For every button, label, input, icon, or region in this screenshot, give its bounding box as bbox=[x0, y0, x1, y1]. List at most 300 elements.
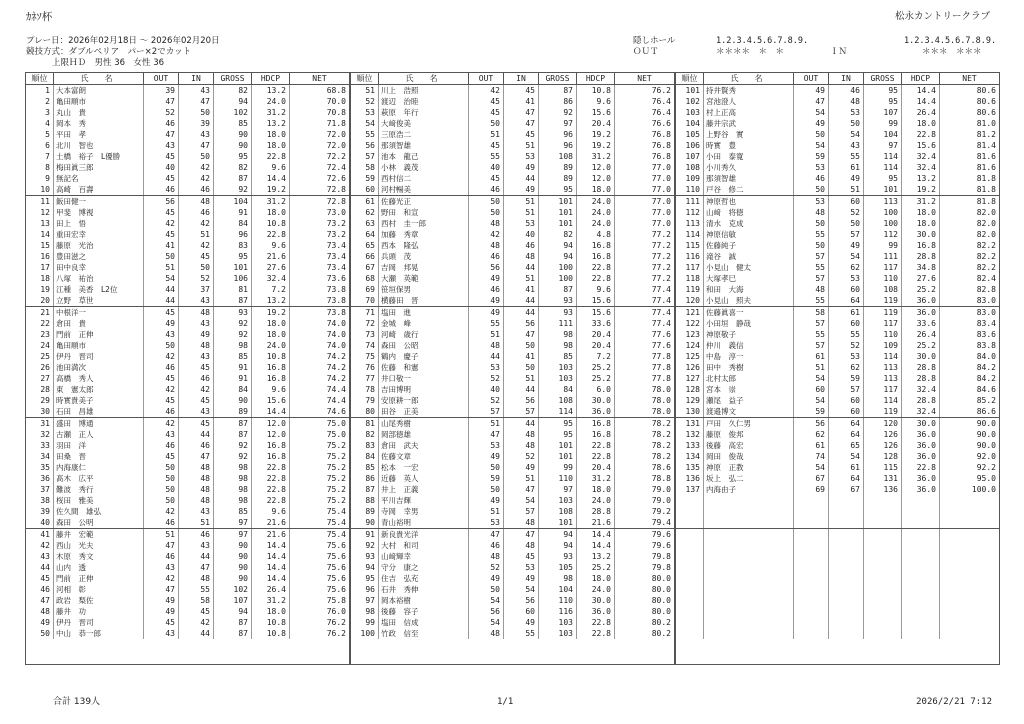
cell-hdcp: 14.4 bbox=[251, 173, 289, 184]
cell-gross: 114 bbox=[538, 406, 576, 417]
cell-hdcp: 20.4 bbox=[576, 462, 614, 473]
cell-rank: 61 bbox=[365, 197, 375, 206]
cell-in: 50 bbox=[828, 218, 863, 229]
cell-in: 44 bbox=[503, 307, 538, 318]
header-hdcp: HDCP bbox=[901, 73, 939, 84]
cell-hdcp: 36.0 bbox=[901, 440, 939, 451]
cell-gross bbox=[863, 529, 901, 540]
cell-out: 44 bbox=[468, 351, 503, 362]
cell-net: 84.2 bbox=[939, 373, 999, 384]
cell-out: 44 bbox=[143, 284, 178, 295]
table-row bbox=[26, 595, 349, 606]
table-row bbox=[676, 606, 999, 617]
cell-out: 50 bbox=[793, 129, 828, 140]
cell-gross: 95 bbox=[863, 173, 901, 184]
cell-rank bbox=[676, 573, 703, 584]
cell-gross: 95 bbox=[863, 96, 901, 107]
cell-in: 44 bbox=[503, 173, 538, 184]
cell-name: 小見山 健太 bbox=[703, 262, 793, 273]
cell-out: 47 bbox=[468, 429, 503, 440]
cell-hdcp: 28.8 bbox=[901, 395, 939, 406]
cell-hdcp: 18.0 bbox=[251, 606, 289, 617]
cell-out: 40 bbox=[468, 384, 503, 395]
cell-hdcp: 13.2 bbox=[251, 118, 289, 129]
cell-net: 77.6 bbox=[614, 329, 674, 340]
cell-out: 50 bbox=[468, 462, 503, 473]
cell-out bbox=[793, 573, 828, 584]
cell-net: 78.2 bbox=[614, 451, 674, 462]
cell-rank: 89 bbox=[365, 507, 375, 516]
cell-gross: 131 bbox=[863, 473, 901, 484]
cell-in: 47 bbox=[178, 96, 213, 107]
cell-rank: 126 bbox=[685, 363, 700, 372]
table-row bbox=[676, 617, 999, 628]
cell-name: 内海康仁 bbox=[53, 462, 143, 473]
cell-in: 62 bbox=[828, 262, 863, 273]
cell-in bbox=[828, 540, 863, 551]
cell-out: 55 bbox=[793, 329, 828, 340]
cell-out: 50 bbox=[143, 340, 178, 351]
cell-gross: 98 bbox=[213, 484, 251, 495]
cell-net: 75.6 bbox=[289, 584, 349, 595]
cell-net: 75.4 bbox=[289, 506, 349, 517]
cell-net: 80.6 bbox=[939, 85, 999, 96]
table-row bbox=[351, 251, 674, 262]
cell-gross: 92 bbox=[213, 318, 251, 329]
cell-rank: 87 bbox=[365, 485, 375, 494]
cell-out: 53 bbox=[468, 362, 503, 373]
cell-name: 川上 浩照 bbox=[378, 85, 468, 96]
cell-rank: 125 bbox=[685, 352, 700, 361]
cell-in: 42 bbox=[178, 162, 213, 173]
cell-rank: 94 bbox=[365, 563, 375, 572]
cell-name: 難波 秀行 bbox=[53, 484, 143, 495]
cell-gross: 91 bbox=[213, 373, 251, 384]
cell-hdcp: 22.8 bbox=[576, 440, 614, 451]
cell-out: 49 bbox=[468, 295, 503, 306]
cell-rank: 130 bbox=[685, 407, 700, 416]
header-hdcp: HDCP bbox=[251, 73, 289, 84]
table-row bbox=[351, 484, 674, 495]
cell-name: 吉田博明 bbox=[378, 384, 468, 395]
cell-gross: 101 bbox=[538, 196, 576, 207]
cell-hdcp: 6.0 bbox=[576, 384, 614, 395]
cell-net: 78.0 bbox=[614, 395, 674, 406]
table-row bbox=[351, 96, 674, 107]
table-row bbox=[26, 229, 349, 240]
cell-in bbox=[828, 595, 863, 606]
cell-net: 83.4 bbox=[939, 318, 999, 329]
cell-gross bbox=[863, 562, 901, 573]
cell-in: 41 bbox=[503, 351, 538, 362]
cell-hdcp: 4.8 bbox=[576, 229, 614, 240]
cell-in: 46 bbox=[178, 184, 213, 195]
cell-name: 新良貴光洋 bbox=[378, 529, 468, 540]
cell-gross: 98 bbox=[538, 329, 576, 340]
cell-gross: 108 bbox=[538, 506, 576, 517]
cell-gross: 112 bbox=[863, 229, 901, 240]
cell-in: 45 bbox=[503, 551, 538, 562]
cell-hdcp: 19.2 bbox=[576, 129, 614, 140]
cell-name: 加藤 秀章 bbox=[378, 229, 468, 240]
cell-net: 73.4 bbox=[289, 240, 349, 251]
cell-gross: 101 bbox=[538, 451, 576, 462]
cell-in bbox=[828, 606, 863, 617]
cell-out: 43 bbox=[143, 562, 178, 573]
cell-in: 61 bbox=[828, 462, 863, 473]
header-in: IN bbox=[828, 73, 863, 84]
cell-net: 86.6 bbox=[939, 406, 999, 417]
cell-name: 時實貴美子 bbox=[53, 395, 143, 406]
cell-hdcp: 22.8 bbox=[251, 151, 289, 162]
cell-out: 49 bbox=[793, 85, 828, 96]
cell-rank bbox=[676, 606, 703, 617]
cell-hdcp: 22.8 bbox=[901, 462, 939, 473]
table-row bbox=[26, 584, 349, 595]
cell-gross: 101 bbox=[863, 184, 901, 195]
cell-in: 48 bbox=[178, 495, 213, 506]
table-row bbox=[676, 273, 999, 284]
cell-gross: 98 bbox=[213, 495, 251, 506]
table-row bbox=[351, 573, 674, 584]
cell-rank: 137 bbox=[685, 485, 700, 494]
cell-hdcp: 22.8 bbox=[901, 129, 939, 140]
cell-out: 42 bbox=[143, 351, 178, 362]
table-row bbox=[351, 595, 674, 606]
cell-in: 43 bbox=[178, 506, 213, 517]
cell-gross: 87 bbox=[538, 85, 576, 96]
cell-name: 寺岡 幸男 bbox=[378, 506, 468, 517]
cell-gross: 109 bbox=[863, 340, 901, 351]
cell-net: 75.6 bbox=[289, 562, 349, 573]
cell-net: 77.2 bbox=[614, 262, 674, 273]
table-row bbox=[676, 162, 999, 173]
cell-out: 59 bbox=[793, 406, 828, 417]
cell-hdcp: 21.6 bbox=[251, 517, 289, 528]
cell-net: 75.2 bbox=[289, 473, 349, 484]
cell-name: 田中 秀樹 bbox=[703, 362, 793, 373]
cell-hdcp: 24.0 bbox=[251, 340, 289, 351]
cell-hdcp: 30.0 bbox=[576, 395, 614, 406]
cell-in: 42 bbox=[178, 218, 213, 229]
cell-hdcp: 18.0 bbox=[251, 129, 289, 140]
cell-net: 77.0 bbox=[614, 196, 674, 207]
table-row bbox=[351, 495, 674, 506]
cell-out: 55 bbox=[793, 295, 828, 306]
cell-net: 77.0 bbox=[614, 184, 674, 195]
cell-hdcp: 25.2 bbox=[901, 340, 939, 351]
cell-rank: 36 bbox=[40, 474, 50, 483]
table-row bbox=[26, 540, 349, 551]
table-row bbox=[351, 384, 674, 395]
cell-name: 西山 光夫 bbox=[53, 540, 143, 551]
cell-rank: 65 bbox=[365, 241, 375, 250]
cell-in: 43 bbox=[178, 351, 213, 362]
cell-name: 小見山 照夫 bbox=[703, 295, 793, 306]
cell-in: 42 bbox=[178, 384, 213, 395]
cell-gross bbox=[863, 595, 901, 606]
cell-in: 67 bbox=[828, 484, 863, 495]
cell-rank: 132 bbox=[685, 430, 700, 439]
cell-name: 田中良幸 bbox=[53, 262, 143, 273]
cell-rank: 29 bbox=[40, 396, 50, 405]
cell-in: 48 bbox=[178, 340, 213, 351]
cell-net: 100.0 bbox=[939, 484, 999, 495]
cell-net: 82.2 bbox=[939, 240, 999, 251]
cell-in: 50 bbox=[503, 362, 538, 373]
table-row bbox=[676, 184, 999, 196]
cell-rank: 32 bbox=[40, 430, 50, 439]
cell-out: 55 bbox=[793, 262, 828, 273]
table-row bbox=[351, 129, 674, 140]
cell-gross: 113 bbox=[863, 196, 901, 207]
cell-in: 57 bbox=[828, 229, 863, 240]
cell-in: 48 bbox=[503, 251, 538, 262]
cell-name: 倉田 武夫 bbox=[378, 440, 468, 451]
cell-name: 塩田 進 bbox=[378, 307, 468, 318]
cell-name: 横藤田 晋 bbox=[378, 295, 468, 306]
cell-net: 76.8 bbox=[614, 140, 674, 151]
cell-gross: 90 bbox=[213, 573, 251, 584]
cell-net: 78.2 bbox=[614, 440, 674, 451]
cell-gross: 128 bbox=[863, 451, 901, 462]
table-row bbox=[26, 429, 349, 440]
cell-net: 80.0 bbox=[614, 606, 674, 617]
cell-out: 46 bbox=[143, 118, 178, 129]
cell-hdcp: 15.6 bbox=[251, 395, 289, 406]
cell-rank: 64 bbox=[365, 230, 375, 239]
table-row bbox=[351, 118, 674, 129]
cell-out: 52 bbox=[143, 107, 178, 118]
cell-hdcp: 36.0 bbox=[901, 484, 939, 495]
cell-hdcp: 18.0 bbox=[576, 184, 614, 195]
competition-format: 競技方式：ダブルペリア パー×2でカット bbox=[26, 47, 192, 57]
cell-hdcp: 27.6 bbox=[901, 273, 939, 284]
table-row bbox=[676, 517, 999, 529]
cell-gross: 98 bbox=[538, 340, 576, 351]
cell-gross: 92 bbox=[213, 184, 251, 195]
cell-rank: 10 bbox=[40, 185, 50, 194]
cell-gross: 103 bbox=[538, 495, 576, 506]
cell-rank: 31 bbox=[40, 419, 50, 428]
cell-in: 51 bbox=[503, 473, 538, 484]
cell-net: 75.6 bbox=[289, 540, 349, 551]
cell-out: 44 bbox=[143, 295, 178, 306]
table-row bbox=[351, 218, 674, 229]
cell-out: 61 bbox=[793, 351, 828, 362]
cell-in: 61 bbox=[828, 307, 863, 318]
cell-hdcp bbox=[901, 584, 939, 595]
cell-in: 54 bbox=[828, 251, 863, 262]
table-row bbox=[26, 418, 349, 429]
cell-out bbox=[793, 517, 828, 528]
cell-hdcp: 9.6 bbox=[251, 506, 289, 517]
cell-name: 渡辺 治睦 bbox=[378, 96, 468, 107]
header-out: OUT bbox=[793, 73, 828, 84]
cell-rank: 106 bbox=[685, 141, 700, 150]
cell-in: 48 bbox=[828, 96, 863, 107]
cell-net: 75.0 bbox=[289, 418, 349, 429]
cell-out: 49 bbox=[793, 118, 828, 129]
cell-in: 44 bbox=[178, 429, 213, 440]
cell-name: 東 憲太郎 bbox=[53, 384, 143, 395]
cell-rank: 78 bbox=[365, 385, 375, 394]
cell-net: 75.2 bbox=[289, 440, 349, 451]
cell-in: 46 bbox=[178, 440, 213, 451]
cell-rank: 12 bbox=[40, 208, 50, 217]
cell-out: 56 bbox=[468, 262, 503, 273]
cell-gross: 113 bbox=[863, 362, 901, 373]
cell-in: 51 bbox=[503, 273, 538, 284]
cell-rank bbox=[676, 529, 703, 540]
cell-gross bbox=[863, 495, 901, 506]
cell-name: 田桑 晋 bbox=[53, 451, 143, 462]
cell-in: 43 bbox=[178, 540, 213, 551]
cell-rank: 111 bbox=[685, 197, 700, 206]
cell-name: 後藤 高宏 bbox=[703, 440, 793, 451]
cell-hdcp: 12.0 bbox=[251, 418, 289, 429]
table-row bbox=[351, 262, 674, 273]
cell-rank: 134 bbox=[685, 452, 700, 461]
cell-gross bbox=[863, 617, 901, 628]
cell-hdcp: 10.8 bbox=[251, 617, 289, 628]
cell-net: 76.4 bbox=[614, 96, 674, 107]
cell-out: 45 bbox=[143, 451, 178, 462]
cell-out: 48 bbox=[468, 340, 503, 351]
cell-hdcp: 19.2 bbox=[251, 184, 289, 195]
cell-gross: 101 bbox=[538, 517, 576, 528]
cell-name: 丸山 貴 bbox=[53, 107, 143, 118]
cell-rank: 109 bbox=[685, 174, 700, 183]
cell-hdcp: 16.8 bbox=[251, 362, 289, 373]
table-row bbox=[351, 506, 674, 517]
cell-rank: 42 bbox=[40, 541, 50, 550]
cell-name: 山﨑 将徳 bbox=[703, 207, 793, 218]
cell-hdcp bbox=[901, 595, 939, 606]
cell-hdcp: 14.4 bbox=[901, 85, 939, 96]
cell-gross: 93 bbox=[538, 295, 576, 306]
cell-hdcp bbox=[901, 562, 939, 573]
table-row bbox=[26, 406, 349, 418]
cell-net: 78.0 bbox=[614, 406, 674, 417]
cell-name bbox=[703, 506, 793, 517]
cell-rank bbox=[676, 595, 703, 606]
cell-net: 73.2 bbox=[289, 229, 349, 240]
cell-out: 57 bbox=[793, 340, 828, 351]
cell-gross bbox=[863, 606, 901, 617]
cell-net: 77.6 bbox=[614, 340, 674, 351]
cell-gross: 101 bbox=[538, 440, 576, 451]
cell-name: 中山 恭一郎 bbox=[53, 628, 143, 639]
cell-in: 56 bbox=[503, 395, 538, 406]
cell-hdcp: 10.8 bbox=[251, 628, 289, 639]
cell-hdcp: 36.0 bbox=[901, 295, 939, 306]
cell-hdcp: 14.4 bbox=[576, 529, 614, 540]
cell-net: 81.8 bbox=[939, 173, 999, 184]
cell-out: 50 bbox=[793, 218, 828, 229]
table-row bbox=[351, 406, 674, 418]
cell-rank: 129 bbox=[685, 396, 700, 405]
cell-rank: 104 bbox=[685, 119, 700, 128]
cell-out: 47 bbox=[793, 96, 828, 107]
cell-rank: 63 bbox=[365, 219, 375, 228]
cell-rank: 30 bbox=[40, 407, 50, 416]
table-row bbox=[676, 262, 999, 273]
cell-name: 宮本 崇 bbox=[703, 384, 793, 395]
cell-name: 小田 泰寛 bbox=[703, 151, 793, 162]
table-row bbox=[26, 96, 349, 107]
cell-rank: 24 bbox=[40, 341, 50, 350]
cell-in: 57 bbox=[828, 384, 863, 395]
cell-gross: 87 bbox=[213, 173, 251, 184]
cell-net: 82.2 bbox=[939, 262, 999, 273]
cell-name: 藤原 俊邦 bbox=[703, 429, 793, 440]
cell-in: 50 bbox=[178, 262, 213, 273]
cell-name: 岡部徳雄 bbox=[378, 429, 468, 440]
cell-net: 72.0 bbox=[289, 129, 349, 140]
cell-gross: 82 bbox=[538, 229, 576, 240]
cell-rank: 91 bbox=[365, 530, 375, 539]
cell-in: 47 bbox=[503, 484, 538, 495]
cell-net: 75.4 bbox=[289, 529, 349, 540]
table-row bbox=[26, 329, 349, 340]
cell-hdcp: 15.6 bbox=[576, 107, 614, 118]
cell-rank: 53 bbox=[365, 108, 375, 117]
cell-rank: 100 bbox=[360, 629, 375, 638]
cell-net: 79.6 bbox=[614, 529, 674, 540]
cell-in: 45 bbox=[178, 395, 213, 406]
cell-out: 46 bbox=[143, 551, 178, 562]
cell-gross: 89 bbox=[538, 162, 576, 173]
cell-name: 兵頭 茂 bbox=[378, 251, 468, 262]
cell-name: 大﨑俊美 bbox=[378, 118, 468, 129]
cell-gross: 114 bbox=[863, 351, 901, 362]
cell-rank: 58 bbox=[365, 163, 375, 172]
cell-gross: 94 bbox=[213, 606, 251, 617]
cell-net: 75.0 bbox=[289, 429, 349, 440]
cell-hdcp: 32.4 bbox=[901, 406, 939, 417]
cell-name: 仲川 義信 bbox=[703, 340, 793, 351]
cell-net: 76.2 bbox=[289, 628, 349, 639]
table-row bbox=[676, 351, 999, 362]
cell-in: 53 bbox=[828, 273, 863, 284]
cell-out: 54 bbox=[468, 595, 503, 606]
table-row bbox=[676, 318, 999, 329]
cell-in: 44 bbox=[503, 262, 538, 273]
cell-gross: 111 bbox=[863, 251, 901, 262]
cell-gross: 126 bbox=[863, 429, 901, 440]
cell-gross: 99 bbox=[538, 462, 576, 473]
cell-rank: 48 bbox=[40, 607, 50, 616]
cell-out: 45 bbox=[143, 617, 178, 628]
cell-name: 門前 正伸 bbox=[53, 329, 143, 340]
cell-net: 79.4 bbox=[614, 517, 674, 528]
cell-hdcp: 31.2 bbox=[251, 107, 289, 118]
cell-rank: 34 bbox=[40, 452, 50, 461]
cell-name: 那須智雄 bbox=[378, 140, 468, 151]
cell-out: 43 bbox=[143, 329, 178, 340]
cell-out: 51 bbox=[468, 129, 503, 140]
cell-net: 82.8 bbox=[939, 284, 999, 295]
cell-in: 65 bbox=[828, 440, 863, 451]
cell-rank: 16 bbox=[40, 252, 50, 261]
cell-in: 64 bbox=[828, 473, 863, 484]
header-net: NET bbox=[289, 73, 349, 84]
cell-gross: 87 bbox=[213, 418, 251, 429]
cell-in: 50 bbox=[503, 340, 538, 351]
cell-hdcp: 9.6 bbox=[251, 240, 289, 251]
cell-name: 小田垣 静哉 bbox=[703, 318, 793, 329]
